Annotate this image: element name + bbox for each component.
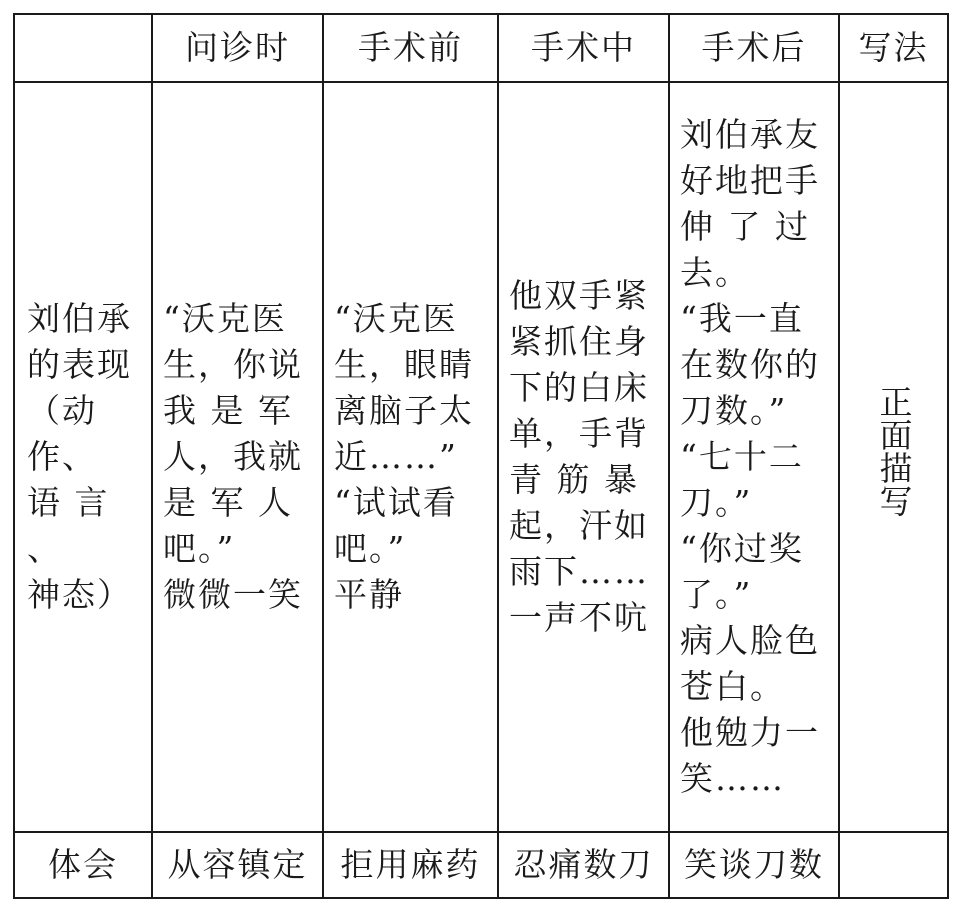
cell-during-surgery-insight: 忍痛数刀 (498, 832, 669, 898)
header-corner-cell (14, 14, 152, 82)
header-consultation: 问诊时 (152, 14, 323, 82)
writing-method-text: 正面描写 (874, 385, 914, 517)
cell-after-surgery-insight: 笑谈刀数 (669, 832, 839, 898)
analysis-table (13, 13, 949, 899)
cell-before-surgery-insight: 拒用麻药 (323, 832, 498, 898)
header-after-surgery: 手术后 (669, 14, 839, 82)
row-label-performance: 刘伯承 的表现 （动作、 语 言 、 神态） (14, 82, 152, 832)
cell-consultation-performance: “沃克医 生，你说 我 是 军 人，我就 是 军 人 吧。” 微微一笑 (152, 82, 323, 832)
row-label-insight: 体会 (14, 832, 152, 898)
cell-writing-method (839, 82, 948, 832)
header-during-surgery: 手术中 (498, 14, 669, 82)
performance-row (14, 82, 948, 832)
header-writing-method: 写法 (839, 14, 948, 82)
cell-during-surgery-performance: 他双手紧 紧抓住身 下的白床 单，手背 青 筋 暴 起，汗如 雨下…… 一声不吭 (498, 82, 669, 832)
insight-row (14, 832, 948, 898)
cell-consultation-insight: 从容镇定 (152, 832, 323, 898)
cell-after-surgery-performance: 刘伯承友 好地把手 伸 了 过 去。 “我一直 在数你的 刀数。” “七十二 刀。” “你过奖 了。” 病人脸色 苍白。 他勉力一 笑…… (669, 82, 839, 832)
header-row (14, 14, 948, 82)
header-before-surgery: 手术前 (323, 14, 498, 82)
cell-writing-method-insight (839, 832, 948, 898)
cell-before-surgery-performance: “沃克医 生，眼睛 离脑子太 近……” “试试看 吧。” 平静 (323, 82, 498, 832)
